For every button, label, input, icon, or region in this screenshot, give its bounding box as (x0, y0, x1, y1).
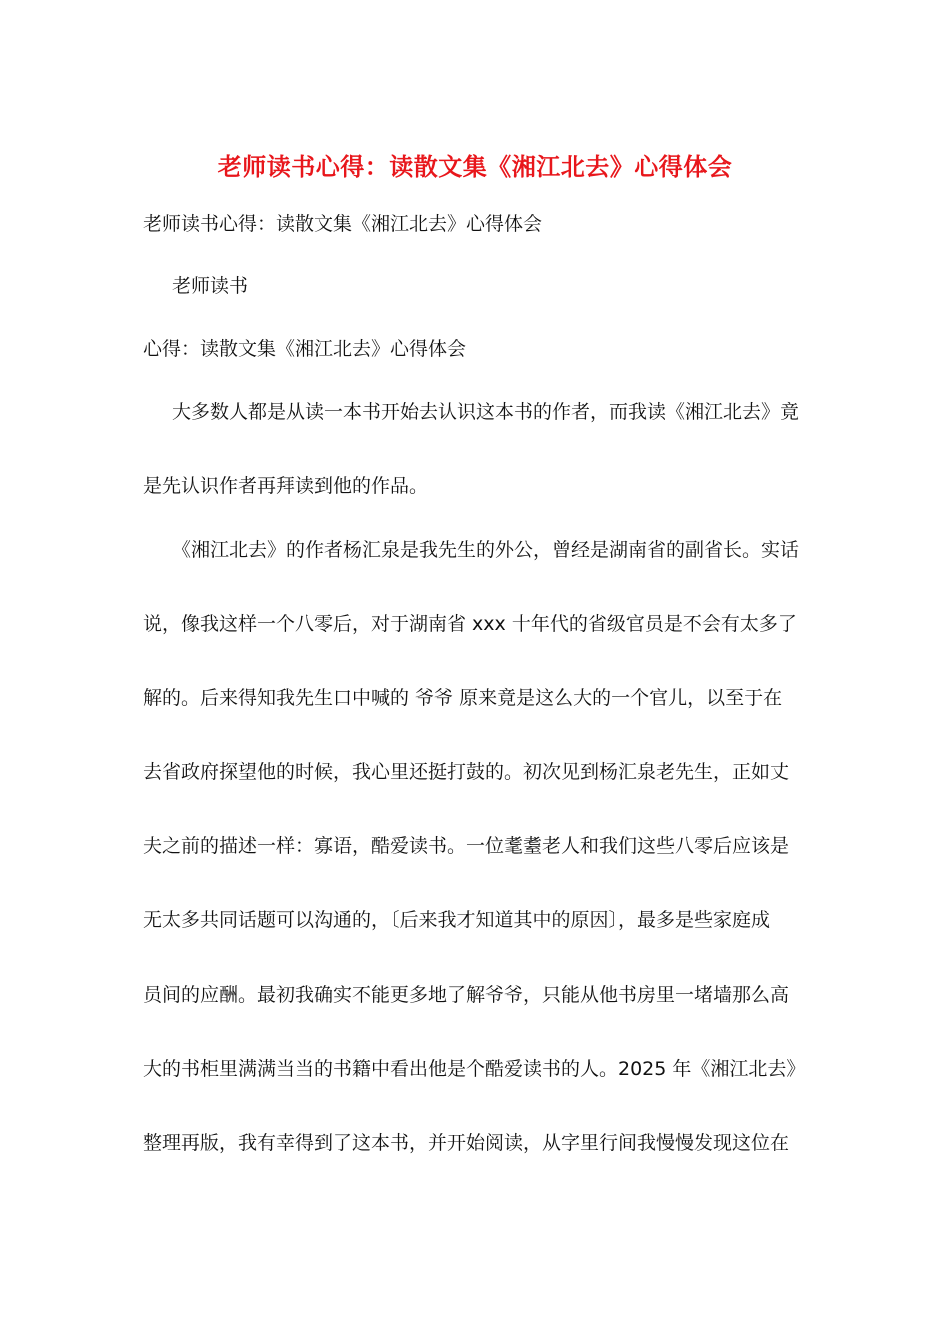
heading-part1: 老师读书 (172, 275, 249, 297)
paragraph2-line: 整理再版，我有幸得到了这本书，并开始阅读，从字里行间我慢慢发现这位在 (143, 1132, 790, 1154)
paragraph2-line: 大的书柜里满满当当的书籍中看出他是个酷爱读书的人。2025 年《湘江北去》 (143, 1058, 806, 1080)
heading-part2: 心得：读散文集《湘江北去》心得体会 (143, 338, 467, 360)
document-title: 老师读书心得：读散文集《湘江北去》心得体会 (217, 152, 733, 181)
paragraph2-line: 夫之前的描述一样：寡语，酷爱读书。一位耄耋老人和我们这些八零后应该是 (143, 835, 790, 857)
document-subtitle: 老师读书心得：读散文集《湘江北去》心得体会 (143, 213, 543, 235)
paragraph2-line: 说，像我这样一个八零后，对于湖南省 xxx 十年代的省级官员是不会有太多了 (143, 613, 797, 635)
paragraph2-line: 解的。后来得知我先生口中喊的 爷爷 原来竟是这么大的一个官儿，以至于在 (143, 687, 783, 709)
paragraph2-line: 无太多共同话题可以沟通的，〔后来我才知道其中的原因〕，最多是些家庭成 (143, 909, 771, 931)
paragraph1-line: 大多数人都是从读一本书开始去认识这本书的作者，而我读《湘江北去》竟 (172, 401, 800, 423)
paragraph2-line: 《湘江北去》的作者杨汇泉是我先生的外公，曾经是湖南省的副省长。实话 (172, 539, 800, 561)
paragraph1-line: 是先认识作者再拜读到他的作品。 (143, 475, 429, 497)
paragraph2-line: 员间的应酬。最初我确实不能更多地了解爷爷，只能从他书房里一堵墙那么高 (143, 984, 790, 1006)
paragraph2-line: 去省政府探望他的时候，我心里还挺打鼓的。初次见到杨汇泉老先生，正如丈 (143, 761, 790, 783)
